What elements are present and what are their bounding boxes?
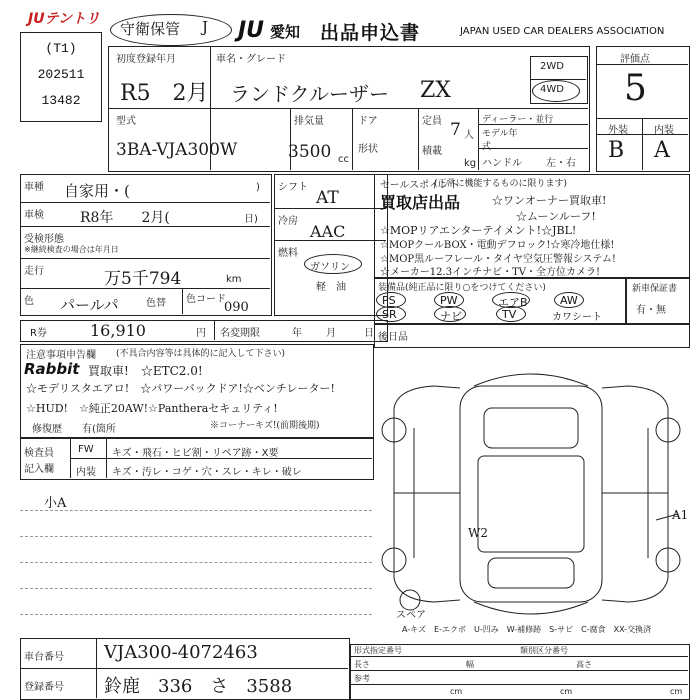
color-code-label: 色コード xyxy=(186,294,226,305)
sales-line-3: ☆MOPリアエンターテイメント!☆JBL! xyxy=(380,224,577,237)
notes-line-1: 買取車! ☆ETC2.0! xyxy=(88,364,203,378)
color-code-value: 090 xyxy=(224,300,249,315)
category-label: 類別区分番号 xyxy=(520,646,568,655)
front-windshield xyxy=(484,408,578,448)
fuel-label: 燃料 xyxy=(278,248,298,259)
storage-label: 守衛保管 xyxy=(120,20,181,38)
notes-brand: Rabbit xyxy=(24,360,80,378)
ju-logo-text: JUテントリ xyxy=(28,11,100,27)
equip-ps: PS xyxy=(382,294,396,307)
model-label: 型式 xyxy=(116,116,136,127)
nc-month: 月 xyxy=(326,328,336,339)
notes-line-4: 修復歴 有(箇所 xyxy=(32,424,116,435)
type-close: ) xyxy=(256,182,260,193)
displacement-label: 排気量 xyxy=(294,116,324,127)
sales-line-5: ☆MOP黒ルーフレール・タイヤ空気圧警報システム! xyxy=(380,254,616,265)
inspector-label-2: 記入欄 xyxy=(24,464,54,475)
equipment-title: 装備品(純正品に限り○をつけてください) xyxy=(378,283,546,293)
r-label: R券 xyxy=(30,328,47,339)
nc-year: 年 xyxy=(292,328,302,339)
length-label: 長さ xyxy=(354,660,370,669)
eval-label: 評価点 xyxy=(620,54,650,65)
cm-2: cm xyxy=(560,687,573,696)
plate-value: 鈴鹿 336 さ 3588 xyxy=(104,676,293,697)
name-label: 車名・グレード xyxy=(216,54,286,65)
after-label: 後日品 xyxy=(378,332,408,343)
reception-sub: ※継続検査の場合は年月日 xyxy=(24,245,119,254)
equip-navi: ナビ xyxy=(440,310,462,323)
ref-label: 参考 xyxy=(354,674,370,683)
right-rear-fender xyxy=(602,578,668,602)
car-roof xyxy=(478,456,584,552)
capacity-value: 7 xyxy=(450,120,461,140)
sales-line-6: ☆メーカー12.3インチナビ・TV・全方位カメラ! xyxy=(380,267,600,278)
equip-aw: AW xyxy=(560,294,578,307)
r-value: 16,910 xyxy=(90,321,146,340)
first-reg-label: 初度登録年月 xyxy=(116,54,176,65)
notes-line-2: ☆モデリスタエアロ! ☆パワーバックドア!☆ベンチレーター! xyxy=(26,382,335,395)
car-outline-svg xyxy=(374,348,688,638)
car-body xyxy=(460,386,602,602)
after-box xyxy=(374,324,690,348)
drive-4wd-circle xyxy=(532,80,580,102)
inspection-close: 日) xyxy=(244,214,258,225)
circle-tv xyxy=(496,306,526,322)
auction-sheet xyxy=(20,8,688,698)
door-label: ドア xyxy=(358,116,378,127)
capacity-label: 定員 xyxy=(422,116,442,127)
exterior-label: 外装 xyxy=(608,125,628,136)
width-label: 幅 xyxy=(466,660,474,669)
mileage-label: 走行 xyxy=(24,266,44,277)
mark-w2: W2 xyxy=(468,526,488,540)
guarantee-label: 新車保証書 xyxy=(632,284,678,294)
notes-subtitle: (不具合内容等は具体的に記入して下さい) xyxy=(116,349,286,359)
sales-title: セールスポイント xyxy=(380,180,460,191)
circle-sr xyxy=(376,306,406,322)
storage-mark: J xyxy=(202,18,209,36)
nc-day: 日 xyxy=(364,328,374,339)
mark-a1: A1 xyxy=(672,508,689,522)
capacity-unit: 人 xyxy=(464,130,474,141)
equip-pw: PW xyxy=(440,294,458,307)
handle-label: ハンドル xyxy=(482,158,522,169)
inspection-value: R8年 2月( xyxy=(80,210,170,226)
shift-label: シフト xyxy=(278,182,308,193)
form-title: 出品申込書 xyxy=(320,22,421,44)
org-logo: JU xyxy=(238,18,265,43)
exterior-value: B xyxy=(608,138,625,163)
assoc-name: JAPAN USED CAR DEALERS ASSOCIATION xyxy=(460,26,665,37)
grade-value: ZX xyxy=(420,78,451,103)
id-tag xyxy=(20,32,102,122)
equip-seat: カワシート xyxy=(552,312,602,323)
drive-2wd: 2WD xyxy=(540,61,564,72)
notes-line-5: ※コーナーキズ!(前期後期) xyxy=(210,421,320,431)
sales-line-4: ☆MOPクールBOX・電動デフロック!☆寒冷地仕様! xyxy=(380,240,615,251)
modify-label: 形式指定番号 xyxy=(354,646,402,655)
ac-label: 冷房 xyxy=(278,216,298,227)
inspector-fw-label: FW xyxy=(78,444,94,455)
inspector-note: 小A xyxy=(44,496,67,511)
equip-airbag: エアB xyxy=(498,296,528,309)
mileage-value: 万5千794 xyxy=(104,269,182,289)
chassis-label: 車台番号 xyxy=(24,652,64,663)
inspector-fw-text: キズ・飛石・ヒビ割・リペア跡・X要 xyxy=(112,448,279,459)
org-name: 愛知 xyxy=(270,23,301,41)
sales-subtitle: (正常に機能するものに限ります) xyxy=(434,179,568,189)
r-unit: 円 xyxy=(196,328,206,339)
drive-4wd: 4WD xyxy=(540,84,564,95)
color-no-label: 色替 xyxy=(146,298,166,309)
dealer-label: ディーラー・並行 xyxy=(482,115,554,125)
rear-bumper xyxy=(474,602,588,614)
sales-line-2: ☆ムーンルーフ! xyxy=(516,210,596,223)
car-diagram xyxy=(374,348,688,638)
name-value: ランドクルーザー xyxy=(230,82,389,106)
handle-options: 左・右 xyxy=(546,158,576,169)
color-value: パールパ xyxy=(60,296,119,314)
fuel-alt: 軽 油 xyxy=(316,282,346,293)
shift-value: AT xyxy=(316,188,339,208)
inspector-int-label: 内装 xyxy=(76,467,96,478)
sales-headline: 買取店出品 xyxy=(380,193,461,212)
inspector-label-1: 検査員 xyxy=(24,448,54,459)
equip-tv: TV xyxy=(502,308,517,321)
name-change-label: 名変期限 xyxy=(220,328,260,339)
cm-1: cm xyxy=(450,687,463,696)
fuel-circle xyxy=(304,254,362,274)
right-front-fender xyxy=(602,386,668,408)
ac-value: AAC xyxy=(310,222,346,241)
color-label: 色 xyxy=(24,296,34,307)
reception-label: 受検形態 xyxy=(24,234,64,245)
type-label: 車種 xyxy=(24,182,44,193)
left-front-fender xyxy=(394,386,460,408)
mileage-unit: km xyxy=(226,274,242,285)
cm-3: cm xyxy=(670,687,683,696)
sales-line-1: ☆ワンオーナー買取車! xyxy=(492,194,607,207)
left-rear-fender xyxy=(394,578,460,602)
load-unit: kg xyxy=(464,158,477,169)
circle-navi xyxy=(434,306,466,322)
height-label: 高さ xyxy=(576,660,592,669)
load-label: 積載 xyxy=(422,146,442,157)
storage-circle xyxy=(110,14,232,46)
notes-line-3: ☆HUD! ☆純正20AW!☆Pantheraセキュリティ! xyxy=(26,402,278,415)
fuel-value: ガソリン xyxy=(310,262,350,273)
shape-label: 形状 xyxy=(358,144,378,155)
chassis-value: VJA300-4072463 xyxy=(104,642,258,663)
diagram-legend: A-キズ E-エクボ U-凹み W-補修跡 S-サビ C-腐食 XX-交換済 xyxy=(402,625,652,634)
eval-value: 5 xyxy=(624,68,647,109)
displacement-unit: cc xyxy=(338,154,349,165)
notes-title: 注意事項申告欄 xyxy=(26,350,96,361)
model-year-label: モデル年式 xyxy=(482,129,518,152)
type-value: 自家用・( xyxy=(64,182,130,200)
inspection-label: 車検 xyxy=(24,210,44,221)
circle-aw xyxy=(554,292,584,308)
id-tag-line3: 13482 xyxy=(41,93,81,108)
plate-label: 登録番号 xyxy=(24,682,64,693)
spare-label: スペア xyxy=(396,610,426,621)
displacement-value: 3500 xyxy=(288,142,332,162)
rear-window xyxy=(488,558,574,588)
front-bumper xyxy=(474,374,588,386)
guarantee-value: 有・無 xyxy=(636,305,666,316)
interior-value: A xyxy=(654,138,670,163)
first-reg-value: R5 2月 xyxy=(120,81,209,106)
inspector-int-text: キズ・汚レ・コゲ・穴・スレ・キレ・破レ xyxy=(112,467,302,478)
id-tag-line2: 202511 xyxy=(37,67,85,82)
equip-sr: SR xyxy=(382,308,397,321)
model-value: 3BA-VJA300W xyxy=(116,140,238,160)
interior-label: 内装 xyxy=(654,125,674,136)
id-tag-line1: (T1) xyxy=(45,41,77,56)
